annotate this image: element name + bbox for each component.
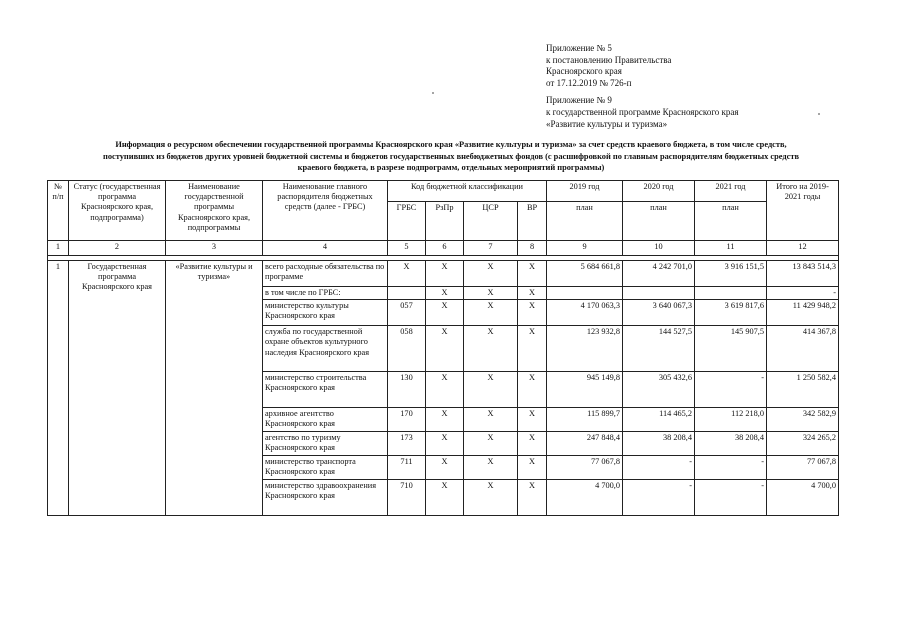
- header-grbs: Наименование главного распорядителя бюджетных средств (далее - ГРБС): [263, 181, 388, 241]
- rzpr-code: Х: [426, 300, 464, 326]
- header-rzpr: РзПр: [426, 202, 464, 241]
- csr-code: Х: [464, 261, 518, 287]
- csr-code: Х: [464, 456, 518, 480]
- value-total: -: [767, 287, 839, 300]
- grbs-code: 170: [388, 408, 426, 432]
- value-2021: -: [695, 456, 767, 480]
- column-number: 6: [426, 241, 464, 256]
- value-total: 414 367,8: [767, 326, 839, 372]
- title-line: краевого бюджета, в разрезе подпрограмм, отдельных мероприятий программы): [297, 163, 605, 173]
- column-number: 5: [388, 241, 426, 256]
- column-number: 2: [69, 241, 166, 256]
- program-name: «Развитие культуры и туризма»: [166, 261, 263, 516]
- header-plan: план: [623, 202, 695, 241]
- grbs-code: 130: [388, 372, 426, 408]
- grbs-name: архивное агентство Красноярского края: [263, 408, 388, 432]
- value-2019: 115 899,7: [547, 408, 623, 432]
- vr-code: Х: [518, 480, 547, 516]
- header-plan: план: [695, 202, 767, 241]
- column-number: 7: [464, 241, 518, 256]
- value-2020: 3 640 067,3: [623, 300, 695, 326]
- header-status: Статус (государственная программа Красноярского края, подпрограмма): [69, 181, 166, 241]
- grbs-code: 057: [388, 300, 426, 326]
- value-total: 77 067,8: [767, 456, 839, 480]
- value-total: 342 582,9: [767, 408, 839, 432]
- grbs-code: 710: [388, 480, 426, 516]
- vr-code: Х: [518, 432, 547, 456]
- csr-code: Х: [464, 480, 518, 516]
- value-total: 1 250 582,4: [767, 372, 839, 408]
- scan-speck: [818, 113, 820, 115]
- value-2019: 5 684 661,8: [547, 261, 623, 287]
- header-num: № п/п: [48, 181, 69, 241]
- grbs-name: министерство культуры Красноярского края: [263, 300, 388, 326]
- grbs-name: министерство транспорта Красноярского края: [263, 456, 388, 480]
- header-vr: ВР: [518, 202, 547, 241]
- header-2019: 2019 год: [547, 181, 623, 202]
- column-number-row: [48, 241, 839, 256]
- rzpr-code: Х: [426, 326, 464, 372]
- value-2019: 945 149,8: [547, 372, 623, 408]
- vr-code: Х: [518, 408, 547, 432]
- value-2019: 123 932,8: [547, 326, 623, 372]
- rzpr-code: Х: [426, 372, 464, 408]
- rzpr-code: Х: [426, 432, 464, 456]
- value-total: 4 700,0: [767, 480, 839, 516]
- value-2019: 77 067,8: [547, 456, 623, 480]
- value-2020: 38 208,4: [623, 432, 695, 456]
- csr-code: Х: [464, 287, 518, 300]
- column-number: 11: [695, 241, 767, 256]
- appendix-line: от 17.12.2019 № 726-п: [546, 77, 632, 88]
- value-2021: 38 208,4: [695, 432, 767, 456]
- grbs-name: в том числе по ГРБС:: [263, 287, 388, 300]
- rzpr-code: Х: [426, 480, 464, 516]
- value-2020: 114 465,2: [623, 408, 695, 432]
- header-2020: 2020 год: [623, 181, 695, 202]
- grbs-name: министерство здравоохранения Красноярского края: [263, 480, 388, 516]
- grbs-name: агентство по туризму Красноярского края: [263, 432, 388, 456]
- appendix-line: Приложение № 5: [546, 43, 612, 53]
- vr-code: Х: [518, 456, 547, 480]
- value-2019: [547, 287, 623, 300]
- csr-code: Х: [464, 300, 518, 326]
- rzpr-code: Х: [426, 287, 464, 300]
- column-number: 3: [166, 241, 263, 256]
- appendix-block: [546, 43, 739, 130]
- vr-code: Х: [518, 287, 547, 300]
- value-2020: -: [623, 480, 695, 516]
- grbs-name: всего расходные обязательства по программе: [263, 261, 388, 287]
- header-plan: план: [547, 202, 623, 241]
- title-line: поступивших из бюджетов других уровней бюджетной системы и бюджетов государственных внебюджетных фондов (с расшифровкой по главным распорядителям бюджетных средств: [103, 151, 799, 161]
- value-2019: 247 848,4: [547, 432, 623, 456]
- value-total: 11 429 948,2: [767, 300, 839, 326]
- value-2020: -: [623, 456, 695, 480]
- header-grbs-code: ГРБС: [388, 202, 426, 241]
- table-row: [48, 261, 839, 287]
- title-line: Информация о ресурсном обеспечении государственной программы Красноярского края «Развитие культуры и туризма» за счет средств краевого бюджета, в том числе средств,: [115, 140, 787, 149]
- grbs-code: 058: [388, 326, 426, 372]
- rzpr-code: Х: [426, 408, 464, 432]
- value-2021: 3 916 151,5: [695, 261, 767, 287]
- scan-speck: [432, 92, 434, 94]
- grbs-code: 711: [388, 456, 426, 480]
- appendix-line: Приложение № 9: [546, 95, 612, 106]
- value-2021: 3 619 817,6: [695, 300, 767, 326]
- csr-code: Х: [464, 408, 518, 432]
- appendix-line: к государственной программе Красноярского края: [546, 106, 739, 117]
- value-2021: 145 907,5: [695, 326, 767, 372]
- column-number: 10: [623, 241, 695, 256]
- appendix-line: «Развитие культуры и туризма»: [546, 118, 668, 129]
- budget-table: [47, 180, 839, 516]
- rzpr-code: Х: [426, 261, 464, 287]
- value-2020: 144 527,5: [623, 326, 695, 372]
- column-number: 1: [48, 241, 69, 256]
- header-code-group: Код бюджетной классификации: [388, 181, 547, 202]
- grbs-code: 173: [388, 432, 426, 456]
- value-2021: -: [695, 480, 767, 516]
- vr-code: Х: [518, 372, 547, 408]
- grbs-name: министерство строительства Красноярского края: [263, 372, 388, 408]
- rzpr-code: Х: [426, 456, 464, 480]
- value-total: 13 843 514,3: [767, 261, 839, 287]
- grbs-code: [388, 287, 426, 300]
- vr-code: Х: [518, 300, 547, 326]
- value-2021: -: [695, 372, 767, 408]
- program-status: Государственная программа Красноярского края: [69, 261, 166, 516]
- csr-code: Х: [464, 432, 518, 456]
- column-number: 4: [263, 241, 388, 256]
- header-2021: 2021 год: [695, 181, 767, 202]
- header-csr: ЦСР: [464, 202, 518, 241]
- value-2020: 4 242 701,0: [623, 261, 695, 287]
- appendix-line: Красноярского края: [546, 66, 622, 77]
- value-2019: 4 170 063,3: [547, 300, 623, 326]
- program-num: 1: [48, 261, 69, 516]
- value-total: 324 265,2: [767, 432, 839, 456]
- csr-code: Х: [464, 372, 518, 408]
- value-2021: 112 218,0: [695, 408, 767, 432]
- header-name: Наименование государственной программы Красноярского края, подпрограммы: [166, 181, 263, 241]
- document-title: [40, 139, 862, 174]
- vr-code: Х: [518, 326, 547, 372]
- value-2020: [623, 287, 695, 300]
- grbs-name: служба по государственной охране объектов культурного наследия Красноярского края: [263, 326, 388, 372]
- column-number: 9: [547, 241, 623, 256]
- vr-code: Х: [518, 261, 547, 287]
- header-row: [48, 181, 839, 202]
- grbs-code: Х: [388, 261, 426, 287]
- csr-code: Х: [464, 326, 518, 372]
- value-2019: 4 700,0: [547, 480, 623, 516]
- appendix-line: к постановлению Правительства: [546, 54, 672, 65]
- column-number: 8: [518, 241, 547, 256]
- value-2020: 305 432,6: [623, 372, 695, 408]
- column-number: 12: [767, 241, 839, 256]
- value-2021: [695, 287, 767, 300]
- header-total: Итого на 2019-2021 годы: [767, 181, 839, 241]
